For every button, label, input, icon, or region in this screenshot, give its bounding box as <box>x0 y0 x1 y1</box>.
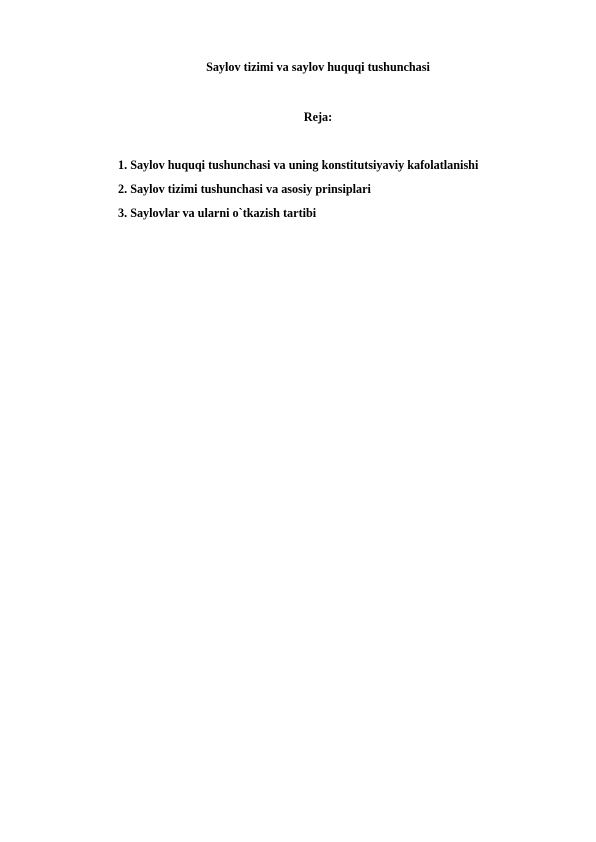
plan-heading: Reja: <box>303 110 333 124</box>
plan-item-2: 2. Saylov tizimi tushunchasi va asosiy prinsiplari <box>118 182 371 196</box>
plan-item-3: 3. Saylovlar va ularni o`tkazish tartibi <box>118 206 317 220</box>
plan-list <box>118 153 478 225</box>
plan-item-1: 1. Saylov huquqi tushunchasi va uning konstitutsiyaviy kafolatlanishi <box>118 158 479 172</box>
document-title: Saylov tizimi va saylov huquqi tushunchasi <box>206 60 430 74</box>
